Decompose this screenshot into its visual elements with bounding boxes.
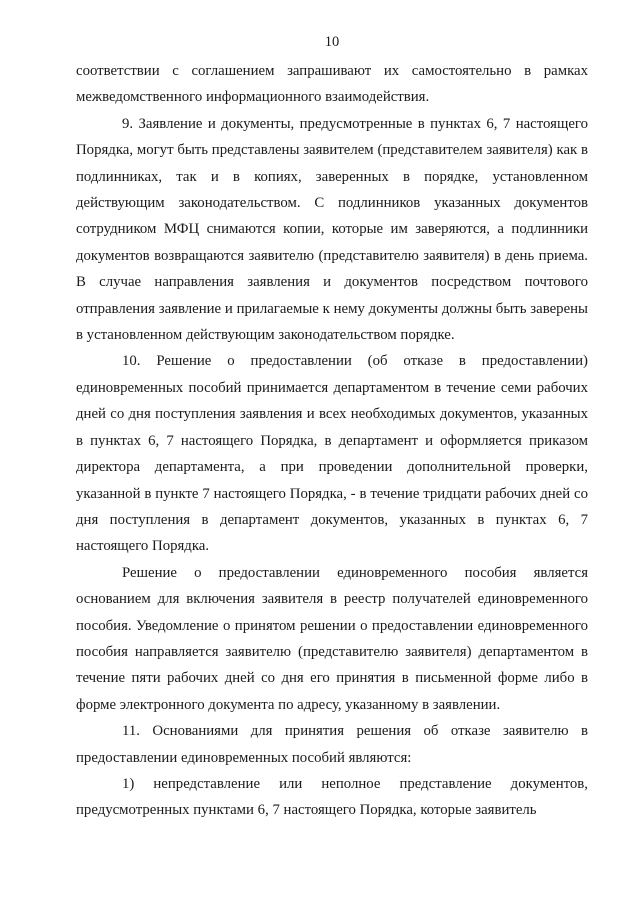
document-page <box>76 32 588 824</box>
paragraph-continuation: соответствии с соглашением запрашивают их самостоятельно в рамках межведомственного информационного взаимодействия. <box>76 63 588 106</box>
paragraph-item-9: 9. Заявление и документы, предусмотренные в пунктах 6, 7 настоящего Порядка, могут быть представлены заявителем (представителем заявителя) как в подлинниках, так и в копиях, заверенных в порядке, установленном действующим законодательством. С подлинников указанных документов сотрудником МФЦ снимаются копии, которые им заверяются, а подлинники документов возвращаются заявителю (представителю заявителя) в день приема. В случае направления заявления и документов посредством почтового отправления заявление и прилагаемые к нему документы должны быть заверены в установленном действующим законодательством порядке. <box>76 115 588 344</box>
paragraph-decision: Решение о предоставлении единовременного пособия является основанием для включения заявителя в реестр получателей единовременного пособия. Уведомление о принятом решении о предоставлении единовременного пособия направляется заявителю (представителю заявителя) департаментом в течение пяти рабочих дней со дня его принятия в письменной форме либо в форме электронного документа по адресу, указанному в заявлении. <box>76 564 588 713</box>
paragraph-item-10: 10. Решение о предоставлении (об отказе в предоставлении) единовременных пособий принимается департаментом в течение семи рабочих дней со дня поступления заявления и всех необходимых документов, указанных в пунктах 6, 7 настоящего Порядка, в департамент и оформляется приказом директора департамента, а при проведении дополнительной проверки, указанной в пункте 7 настоящего Порядка, - в течение тридцати рабочих дней со дня поступления в департамент документов, указанных в пунктах 6, 7 настоящего Порядка. <box>76 353 588 555</box>
page-number: 10 <box>324 34 340 50</box>
paragraph-item-11: 11. Основаниями для принятия решения об отказе заявителю в предоставлении единовременных пособий являются: <box>76 723 588 766</box>
paragraph-subitem-1: 1) непредставление или неполное представление документов, предусмотренных пунктами 6, 7 настоящего Порядка, которые заявитель <box>76 775 588 819</box>
